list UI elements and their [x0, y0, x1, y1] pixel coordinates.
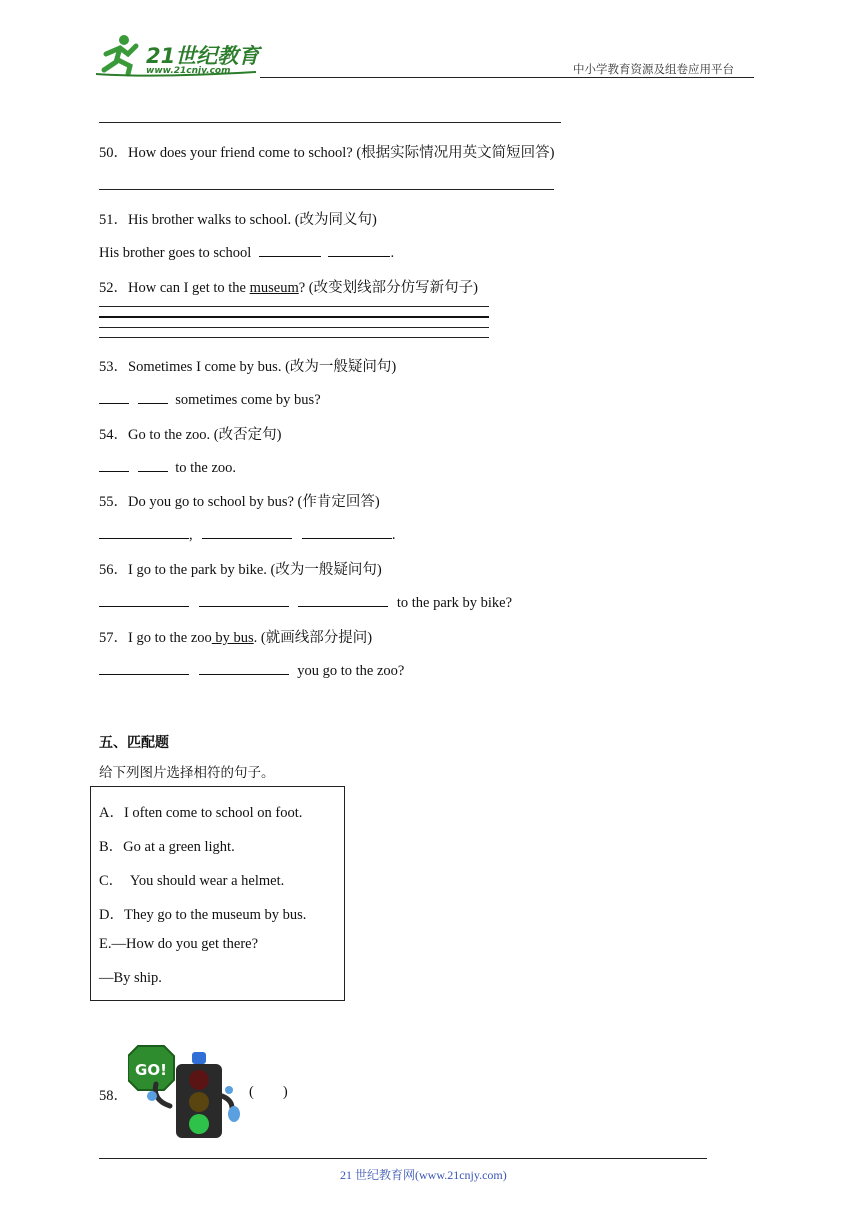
answer-blank[interactable] — [99, 660, 189, 675]
answer-blank[interactable] — [199, 592, 289, 607]
answer-blank[interactable] — [199, 660, 289, 675]
answer-blank[interactable] — [99, 524, 189, 539]
section-instruction: 给下列图片选择相符的句子。 — [99, 765, 275, 781]
question-58-number: 58． — [99, 1088, 128, 1104]
question-number: 56． — [99, 562, 128, 578]
question-number: 54． — [99, 427, 128, 443]
answer-prefix: His brother goes to school — [99, 245, 252, 261]
answer-line-52c[interactable] — [99, 327, 489, 328]
option-e-answer: —By ship. — [99, 970, 162, 986]
question-number: 53． — [99, 359, 128, 375]
answer-56 — [99, 592, 512, 612]
answer-line-52b[interactable] — [99, 316, 489, 318]
section-title: 五、匹配题 — [99, 735, 169, 751]
question-text: How can I get to the — [128, 280, 250, 296]
question-57 — [99, 626, 372, 647]
question-number: 55． — [99, 494, 128, 510]
answer-period: . — [391, 527, 396, 543]
underlined-phrase: by bus — [211, 630, 254, 646]
answer-53 — [99, 389, 321, 409]
answer-rest: to the park by bike? — [396, 595, 513, 611]
answer-line-52d[interactable] — [99, 337, 489, 338]
question-52 — [99, 276, 478, 297]
question-55 — [99, 490, 380, 511]
answer-54 — [99, 457, 236, 477]
question-number: 51． — [99, 212, 128, 228]
answer-51 — [99, 242, 394, 262]
answer-paren-58[interactable]: ( ) — [249, 1084, 288, 1100]
question-text: Do you go to school by bus? (作肯定回答) — [128, 494, 380, 510]
option-c: C． You should wear a helmet. — [99, 873, 285, 889]
logo-url-text: www.21cnjy.com — [146, 66, 231, 76]
question-50 — [99, 141, 554, 162]
option-a: A．I often come to school on foot. — [99, 805, 303, 821]
answer-rest: you go to the zoo? — [297, 663, 405, 679]
answer-blank[interactable] — [302, 524, 392, 539]
answer-rest: sometimes come by bus? — [175, 392, 321, 408]
header-rule — [260, 77, 754, 78]
question-51 — [99, 208, 377, 229]
question-56 — [99, 558, 382, 579]
question-number: 57． — [99, 630, 128, 646]
traffic-light-icon — [128, 1044, 244, 1140]
answer-blank[interactable] — [138, 389, 168, 404]
question-text: How does your friend come to school? (根据实际情况用英文简短回答) — [128, 145, 555, 161]
question-text: I go to the zoo — [128, 630, 212, 646]
option-b: B．Go at a green light. — [99, 839, 235, 855]
answer-blank[interactable] — [298, 592, 388, 607]
answer-line-49 — [99, 122, 561, 123]
answer-55 — [99, 524, 396, 544]
footer-rule — [99, 1158, 707, 1159]
go-sign-text: GO! — [135, 1061, 167, 1079]
underlined-word: museum — [249, 280, 299, 296]
answer-blank[interactable] — [202, 524, 292, 539]
footer-text: 21 世纪教育网(www.21cnjy.com) — [340, 1168, 507, 1182]
answer-blank[interactable] — [138, 457, 168, 472]
answer-blank[interactable] — [328, 242, 390, 257]
answer-period: . — [390, 245, 395, 261]
answer-blank[interactable] — [259, 242, 321, 257]
header-platform-text: 中小学教育资源及组卷应用平台 — [573, 62, 734, 76]
option-e-question: E.—How do you get there? — [99, 936, 259, 952]
answer-blank[interactable] — [99, 389, 129, 404]
answer-comma: , — [189, 527, 193, 543]
question-instruction: ? (改变划线部分仿写新句子) — [298, 280, 478, 296]
answer-blank[interactable] — [99, 457, 129, 472]
question-text: His brother walks to school. (改为同义句) — [128, 212, 377, 228]
question-54 — [99, 423, 281, 444]
question-number: 50． — [99, 145, 128, 161]
question-text: Sometimes I come by bus. (改为一般疑问句) — [128, 359, 397, 375]
question-text: Go to the zoo. (改否定句) — [128, 427, 282, 443]
answer-line-50[interactable] — [99, 189, 554, 190]
question-instruction: . (就画线部分提问) — [253, 630, 373, 646]
question-text: I go to the park by bike. (改为一般疑问句) — [128, 562, 382, 578]
traffic-light-image — [128, 1044, 244, 1140]
answer-57 — [99, 660, 404, 680]
answer-rest: to the zoo. — [175, 460, 237, 476]
answer-blank[interactable] — [99, 592, 189, 607]
answer-line-52a[interactable] — [99, 306, 489, 307]
question-53 — [99, 355, 396, 376]
option-d: D．They go to the museum by bus. — [99, 907, 307, 923]
logo-main-text: 21世纪教育 — [146, 44, 260, 68]
question-number: 52． — [99, 280, 128, 296]
